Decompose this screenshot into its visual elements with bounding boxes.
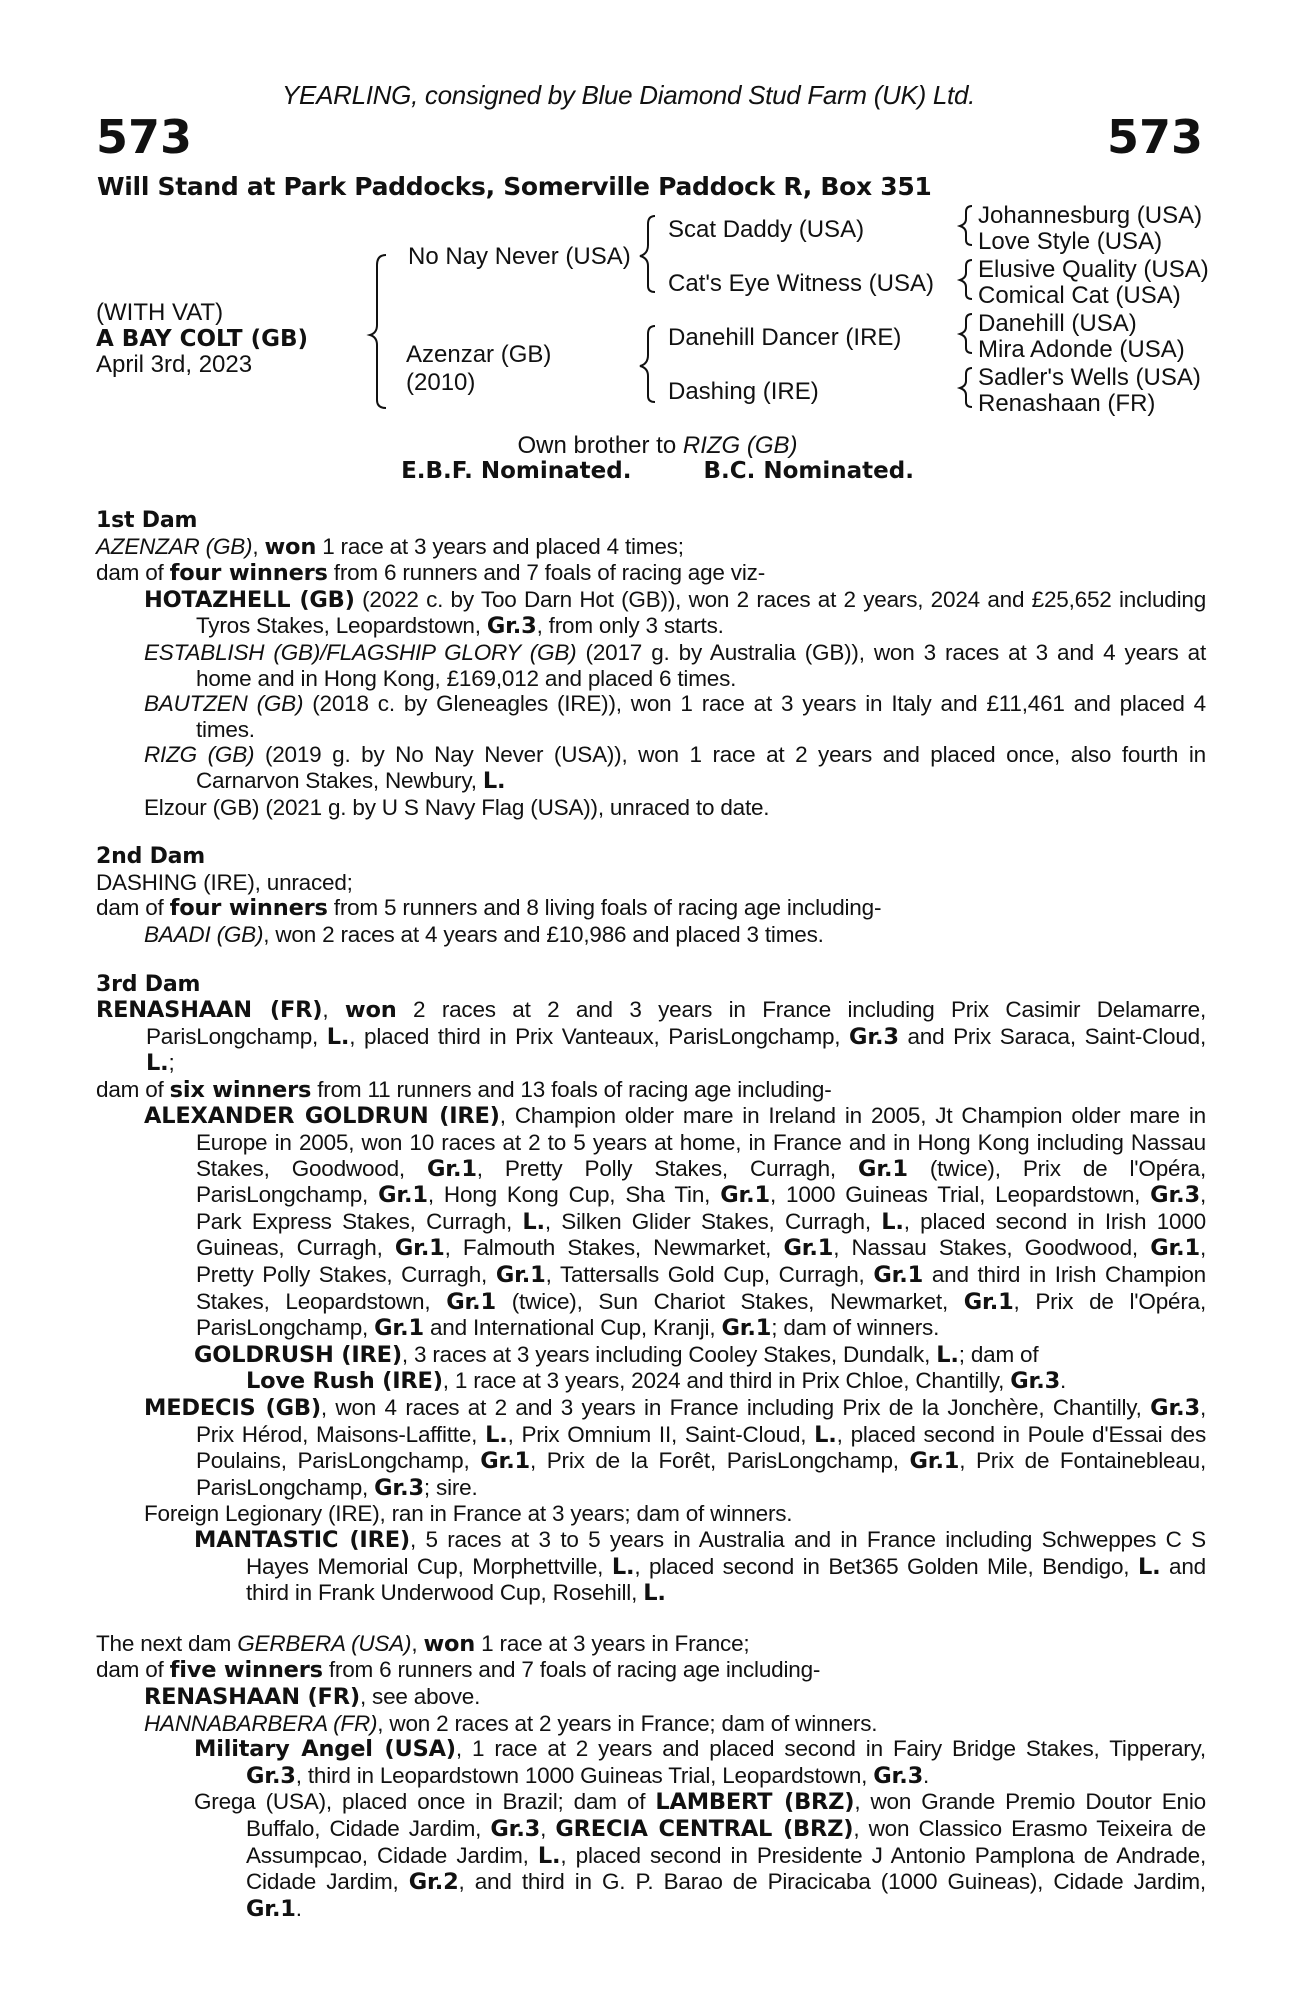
grandsire-6: Mira Adonde (USA) [978, 336, 1185, 363]
bc-nominated: B.C. Nominated. [703, 458, 914, 484]
grandsire-1: Johannesburg (USA) [978, 202, 1203, 229]
lot-number-left: 573 [96, 110, 193, 164]
offspring-goldrush: GOLDRUSH (IRE), 3 races at 3 years including Cooley Stakes, Dundalk, L.; dam of [194, 1341, 1039, 1368]
offspring-elzour: Elzour (GB) (2021 g. by U S Navy Flag (USA)), unraced to date. [144, 794, 770, 820]
offspring-rizg: RIZG (GB) (2019 g. by No Nay Never (USA)), won 1 race at 2 years and placed once, also fourth in Carnarvon Stakes, Newbury, L. [144, 742, 1206, 794]
offspring-renashaan: RENASHAAN (FR), see above. [144, 1683, 481, 1710]
second-dam-heading: 2nd Dam [96, 844, 206, 870]
first-dam-produce: dam of four winners from 6 runners and 7 foals of racing age viz- [96, 560, 765, 587]
offspring-baadi: BAADI (GB), won 2 races at 4 years and £10,986 and placed 3 times. [144, 921, 824, 947]
next-dam-line: The next dam GERBERA (USA), won 1 race at 3 years in France; [96, 1630, 750, 1657]
stand-location: Will Stand at Park Paddocks, Somerville Paddock R, Box 351 [97, 172, 932, 201]
ebf-nominated: E.B.F. Nominated. [401, 458, 632, 484]
offspring-hotazhell: HOTAZHELL (GB) (2022 c. by Too Darn Hot (GB)), won 2 races at 2 years, 2024 and £25,652 including Tyros Stakes, Leopardstown, Gr.3, from only 3 starts. [144, 586, 1207, 640]
lot-number-right: 573 [1106, 110, 1203, 164]
dam-sire: Danehill Dancer (IRE) [668, 324, 902, 351]
third-dam-line: RENASHAAN (FR), won 2 races at 2 and 3 years in France including Prix Casimir Delamarre, ParisLongchamp, L., placed third in Prix Vanteaux, ParisLongchamp, Gr.3 and Prix Saraca, Saint-Cloud, L.; [96, 997, 1207, 1077]
grandsire-5: Danehill (USA) [978, 310, 1137, 337]
second-dam-produce: dam of four winners from 5 runners and 8 living foals of racing age including- [96, 895, 882, 922]
own-brother-name: RIZG (GB) [682, 432, 798, 459]
offspring-love-rush: Love Rush (IRE), 1 race at 3 years, 2024 and third in Prix Chloe, Chantilly, Gr.3. [246, 1368, 1067, 1395]
second-dam-line: DASHING (IRE), unraced; [96, 869, 353, 895]
offspring-grega: Grega (USA), placed once in Brazil; dam of LAMBERT (BRZ), won Grande Premio Doutor Enio Buffalo, Cidade Jardim, Gr.3, GRECIA CENTRAL (BRZ), won Classico Erasmo Teixeira de Assumpcao, Cidade Jardim, L., placed second in Presidente J Antonio Pamplona de Andrade, Cidade Jardim, Gr.2, and third in G. P. Barao de Piracicaba (1000 Guineas), Cidade Jardim, Gr.1. [194, 1789, 1206, 1922]
nominations [0, 458, 1315, 484]
sire-name: No Nay Never (USA) [408, 243, 631, 270]
offspring-medecis: MEDECIS (GB), won 4 races at 2 and 3 years in France including Prix de la Jonchère, Chantilly, Gr.3, Prix Hérod, Maisons-Laffitte, L., Prix Omnium II, Saint-Cloud, L., placed second in Poule d'Essai des Poulains, ParisLongchamp, Gr.1, Prix de la Forêt, ParisLongchamp, Gr.1, Prix de Fontainebleau, ParisLongchamp, Gr.3; sire. [144, 1395, 1206, 1501]
dam-dam: Dashing (IRE) [668, 378, 819, 405]
third-dam-heading: 3rd Dam [96, 971, 201, 997]
offspring-bautzen: BAUTZEN (GB) (2018 c. by Gleneagles (IRE)), won 1 race at 3 years in Italy and £11,461 and placed 4 times. [144, 691, 1206, 742]
offspring-establish: ESTABLISH (GB)/FLAGSHIP GLORY (GB) (2017 g. by Australia (GB)), won 3 races at 3 and 4 years at home and in Hong Kong, £169,012 and placed 6 times. [144, 639, 1206, 691]
first-dam-line: AZENZAR (GB), won 1 race at 3 years and placed 4 times; [96, 533, 684, 560]
offspring-mantastic: MANTASTIC (IRE), 5 races at 3 to 5 years in Australia and in France including Schweppes C S Hayes Memorial Cup, Morphettville, L., placed second in Bet365 Golden Mile, Bendigo, L. and third in Frank Underwood Cup, Rosehill, L. [194, 1526, 1206, 1607]
dam-year: (2010) [406, 369, 476, 396]
grandsire-2: Love Style (USA) [978, 228, 1163, 255]
next-dam-produce: dam of five winners from 6 runners and 7 foals of racing age including- [96, 1657, 821, 1684]
horse-name: A BAY COLT (GB) [96, 326, 309, 352]
grandsire-8: Renashaan (FR) [978, 390, 1156, 417]
consignment-line: YEARLING, consigned by Blue Diamond Stud Farm (UK) Ltd. [282, 80, 976, 110]
dam-name: Azenzar (GB) [406, 341, 552, 368]
first-dam-heading: 1st Dam [96, 508, 198, 533]
vat-label: (WITH VAT) [96, 299, 224, 326]
foaled-date: April 3rd, 2023 [96, 351, 253, 378]
grandsire-3: Elusive Quality (USA) [978, 256, 1209, 283]
third-dam-produce: dam of six winners from 11 runners and 13 foals of racing age including- [96, 1076, 832, 1103]
offspring-military-angel: Military Angel (USA), 1 race at 2 years and placed second in Fairy Bridge Stakes, Tipperary, Gr.3, third in Leopardstown 1000 Guineas Trial, Leopardstown, Gr.3. [194, 1736, 1206, 1789]
offspring-hannabarbera: HANNABARBERA (FR), won 2 races at 2 years in France; dam of winners. [144, 1710, 878, 1736]
catalogue-body [96, 508, 1206, 1922]
grandsire-4: Comical Cat (USA) [978, 282, 1181, 309]
offspring-foreign-legionary: Foreign Legionary (IRE), ran in France at 3 years; dam of winners. [144, 1501, 793, 1527]
sire-sire: Scat Daddy (USA) [668, 216, 865, 243]
sire-dam: Cat's Eye Witness (USA) [668, 270, 934, 297]
own-brother-note: Own brother to RIZG (GB) [517, 432, 798, 459]
offspring-alexander-goldrun: ALEXANDER GOLDRUN (IRE), Champion older mare in Ireland in 2005, Jt Champion older mare in Europe in 2005, won 10 races at 2 to 5 years at home, in France and in Hong Kong including Nassau Stakes, Goodwood, Gr.1, Pretty Polly Stakes, Curragh, Gr.1 (twice), Prix de l'Opéra, ParisLongchamp, Gr.1, Hong Kong Cup, Sha Tin, Gr.1, 1000 Guineas Trial, Leopardstown, Gr.3, Park Express Stakes, Curragh, L., Silken Glider Stakes, Curragh, L., placed second in Irish 1000 Guineas, Curragh, Gr.1, Falmouth Stakes, Newmarket, Gr.1, Nassau Stakes, Goodwood, Gr.1, Pretty Polly Stakes, Curragh, Gr.1, Tattersalls Gold Cup, Curragh, Gr.1 and third in Irish Champion Stakes, Leopardstown, Gr.1 (twice), Sun Chariot Stakes, Newmarket, Gr.1, Prix de l'Opéra, ParisLongchamp, Gr.1 and International Cup, Kranji, Gr.1; dam of winners. [144, 1103, 1207, 1342]
grandsire-7: Sadler's Wells (USA) [978, 364, 1201, 391]
